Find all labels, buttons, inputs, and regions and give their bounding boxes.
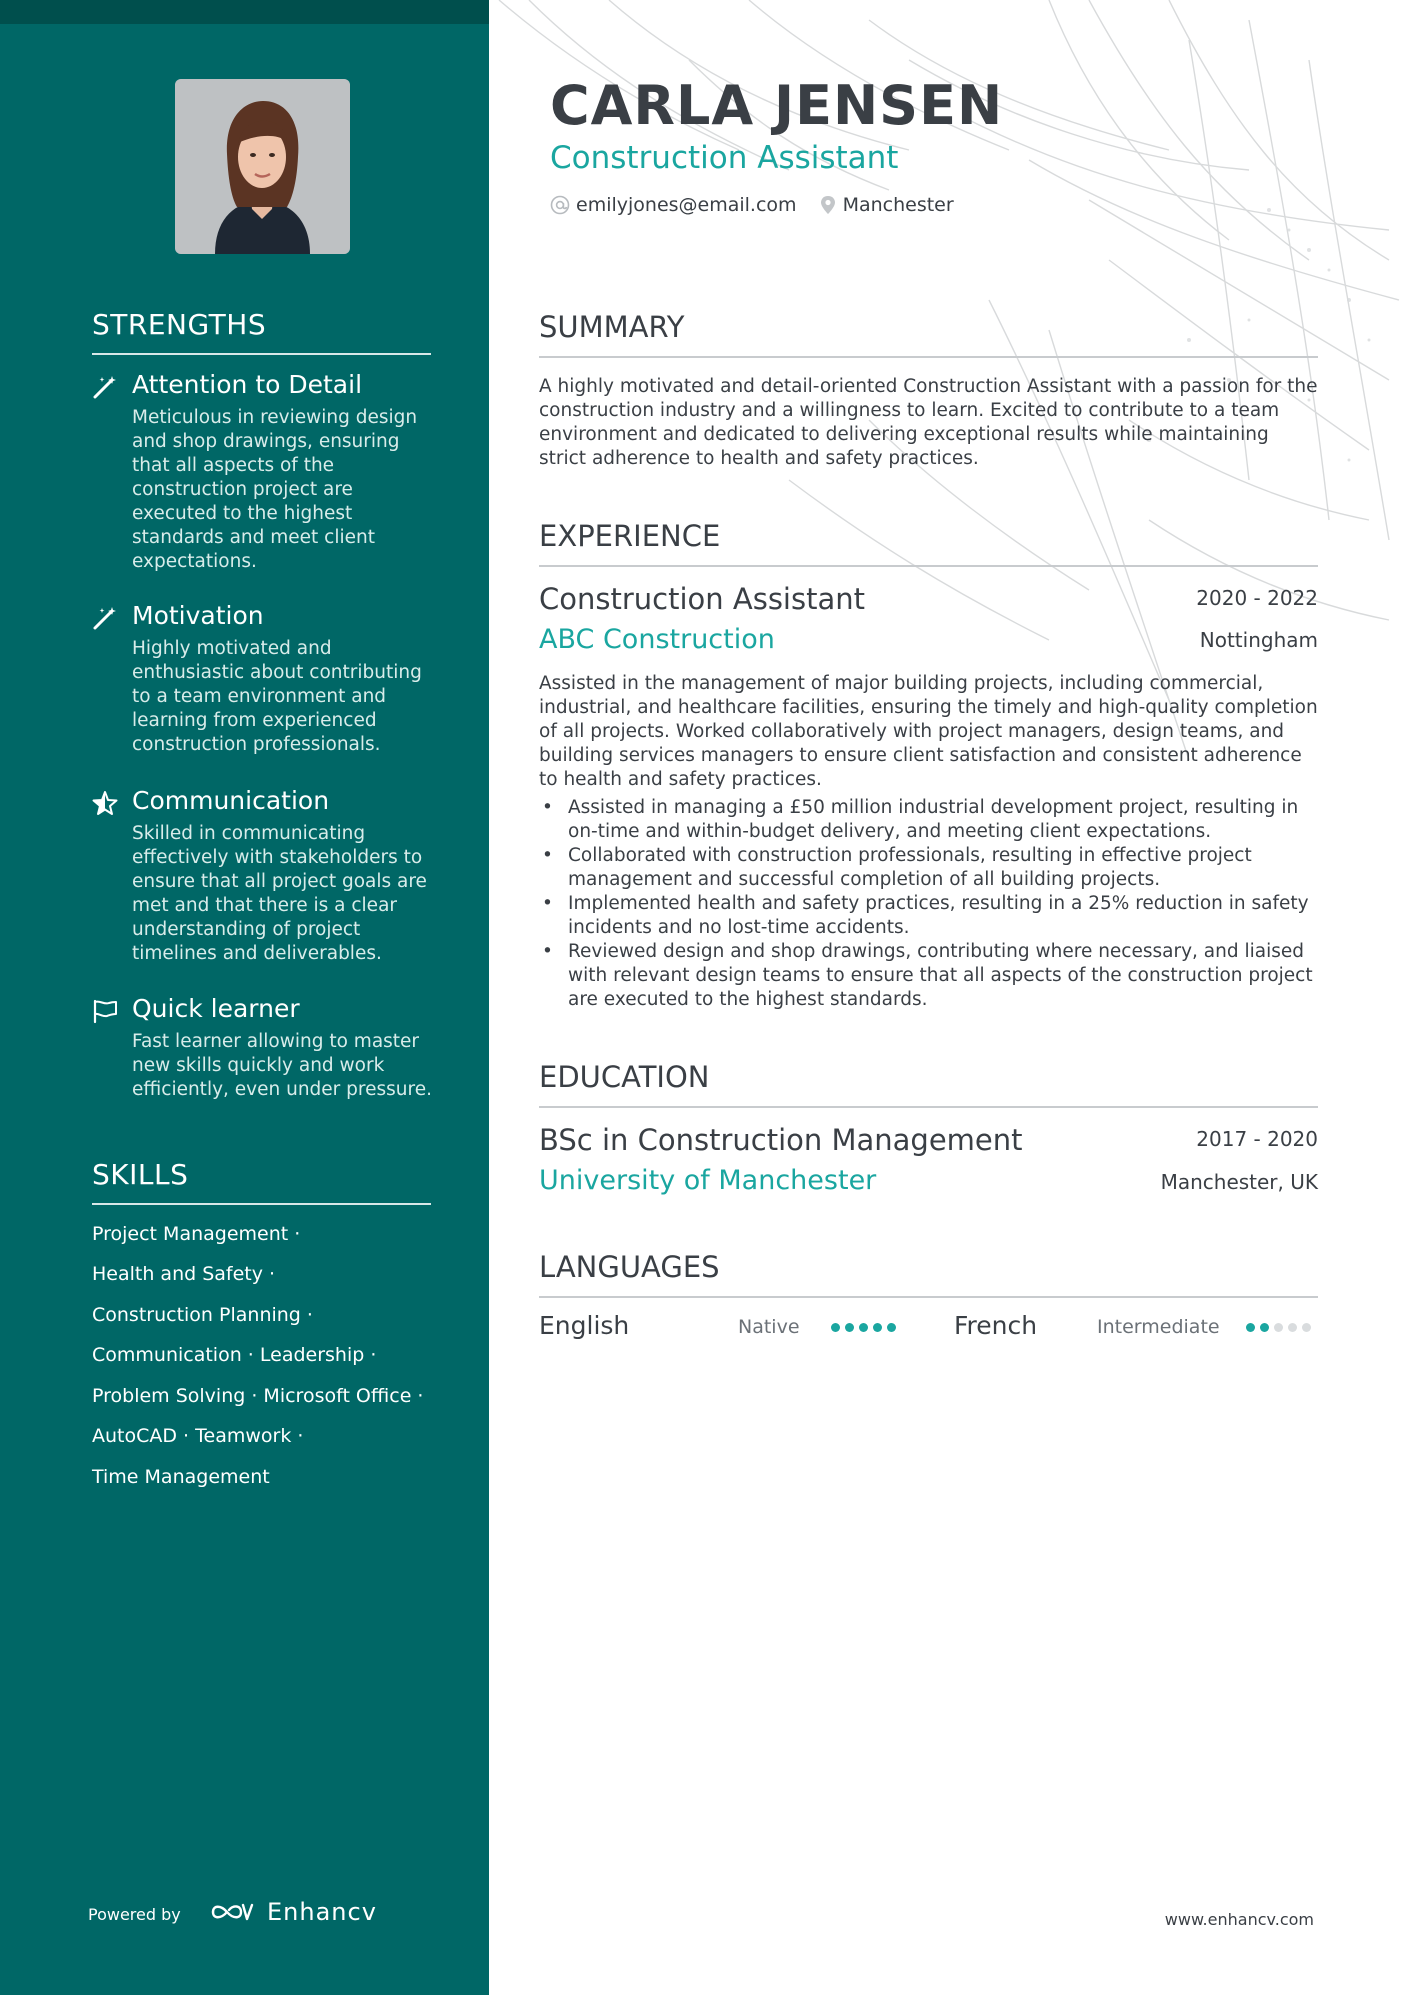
at-sign-icon — [550, 195, 570, 215]
summary-text: A highly motivated and detail-oriented Construction Assistant with a passion for the construction industry and a willingness to learn. Excited to contribute to a team environment and dedicated to delivering exceptional results while maintaining strict adherence to health and safety practices. — [539, 376, 1318, 469]
rating-dot-filled — [845, 1323, 854, 1332]
strengths-heading: STRENGTHS — [92, 308, 431, 355]
rating-dot-filled — [1246, 1323, 1255, 1332]
job-company: ABC Construction — [539, 624, 775, 655]
rating-dot-empty — [1288, 1323, 1297, 1332]
education-dates: 2017 - 2020 — [1196, 1127, 1318, 1151]
strength-description: Fast learner allowing to master new skills quickly and work efficiently, even under pressure. — [132, 1031, 432, 1100]
enhancv-brand-text: Enhancv — [267, 1898, 377, 1926]
job-title: Construction Assistant — [539, 582, 865, 616]
contact-location — [819, 194, 954, 216]
skill-line: Communication · Leadership · — [92, 1344, 377, 1366]
achievement-item: • Assisted in managing a £50 million industrial development project, resulting in on-time and within-budget delivery, and meeting client expectations. — [539, 796, 1319, 844]
strength-title: Attention to Detail — [132, 370, 363, 399]
rating-dot-filled — [873, 1323, 882, 1332]
flag-icon — [92, 998, 118, 1024]
job-location: Nottingham — [1199, 628, 1318, 652]
language-rating — [831, 1323, 896, 1332]
magic-wand-icon — [92, 605, 118, 631]
job-description: Assisted in the management of major building projects, including commercial, industrial, and healthcare facilities, ensuring the timely and high-quality completion of all projects. Worked collaboratively with project managers, design teams, and building services managers to ensure client satisfaction and consistent adherence to health and safety practices. — [539, 673, 1318, 790]
enhancv-logo-icon — [207, 1900, 255, 1924]
rating-dot-filled — [831, 1323, 840, 1332]
education-location: Manchester, UK — [1160, 1170, 1318, 1194]
skill-line: Health and Safety · — [92, 1263, 276, 1285]
rating-dot-filled — [887, 1323, 896, 1332]
candidate-name: CARLA JENSEN — [550, 74, 1004, 137]
skill-line: Time Management — [92, 1466, 270, 1488]
strength-description: Highly motivated and enthusiastic about contributing to a team environment and learning from experienced construction professionals. — [132, 638, 422, 755]
profile-photo — [175, 79, 350, 254]
language-level: Intermediate — [1097, 1316, 1220, 1338]
contact-row — [550, 194, 976, 216]
skill-line: Problem Solving · Microsoft Office · — [92, 1385, 424, 1407]
job-dates: 2020 - 2022 — [1196, 586, 1318, 610]
strength-description: Meticulous in reviewing design and shop drawings, ensuring that all aspects of the construction project are executed to the highest standards and meet client expectations. — [132, 407, 418, 572]
achievement-item: • Collaborated with construction professionals, resulting in effective project management and successful completion of all building projects. — [539, 844, 1319, 892]
strength-title: Motivation — [132, 601, 264, 630]
job-achievements — [539, 796, 1319, 1012]
summary-heading: SUMMARY — [539, 310, 1318, 358]
education-school: University of Manchester — [539, 1165, 877, 1196]
strength-title: Communication — [132, 786, 330, 815]
strength-item — [92, 992, 437, 1102]
powered-by-label: Powered by — [88, 1905, 181, 1924]
skills-heading: SKILLS — [92, 1158, 431, 1205]
strength-item — [92, 368, 437, 574]
education-heading: EDUCATION — [539, 1060, 1318, 1108]
rating-dot-filled — [859, 1323, 868, 1332]
strength-description: Skilled in communicating effectively with stakeholders to ensure that all project goals are met and that there is a clear understanding of project timelines and deliverables. — [132, 823, 427, 964]
strength-item — [92, 784, 437, 966]
achievement-item: • Reviewed design and shop drawings, contributing where necessary, and liaised with relevant design teams to ensure that all aspects of the construction project are executed to the highest standards. — [539, 940, 1319, 1012]
languages-heading: LANGUAGES — [539, 1250, 1318, 1298]
language-name: French — [954, 1311, 1038, 1340]
skill-line: Construction Planning · — [92, 1304, 313, 1326]
star-icon — [92, 790, 118, 816]
rating-dot-empty — [1274, 1323, 1283, 1332]
enhancv-logo[interactable] — [207, 1898, 377, 1926]
language-name: English — [539, 1311, 630, 1340]
language-level: Native — [738, 1316, 800, 1338]
strength-title: Quick learner — [132, 994, 300, 1023]
location-pin-icon — [819, 195, 837, 215]
language-rating — [1246, 1323, 1311, 1332]
contact-email[interactable] — [550, 194, 797, 216]
education-degree: BSc in Construction Management — [539, 1123, 1023, 1157]
skill-line: AutoCAD · Teamwork · — [92, 1425, 304, 1447]
strength-item — [92, 599, 437, 757]
candidate-title: Construction Assistant — [550, 140, 899, 176]
experience-heading: EXPERIENCE — [539, 519, 1318, 567]
rating-dot-empty — [1302, 1323, 1311, 1332]
magic-wand-icon — [92, 374, 118, 400]
sidebar — [0, 0, 489, 1995]
location-text: Manchester — [842, 194, 954, 216]
achievement-item: • Implemented health and safety practices, resulting in a 25% reduction in safety incidents and no lost-time accidents. — [539, 892, 1319, 940]
rating-dot-filled — [1260, 1323, 1269, 1332]
website-link[interactable]: www.enhancv.com — [1164, 1910, 1314, 1929]
email-text: emilyjones@email.com — [576, 194, 797, 216]
skill-line: Project Management · — [92, 1223, 301, 1245]
sidebar-top-band — [0, 0, 489, 24]
